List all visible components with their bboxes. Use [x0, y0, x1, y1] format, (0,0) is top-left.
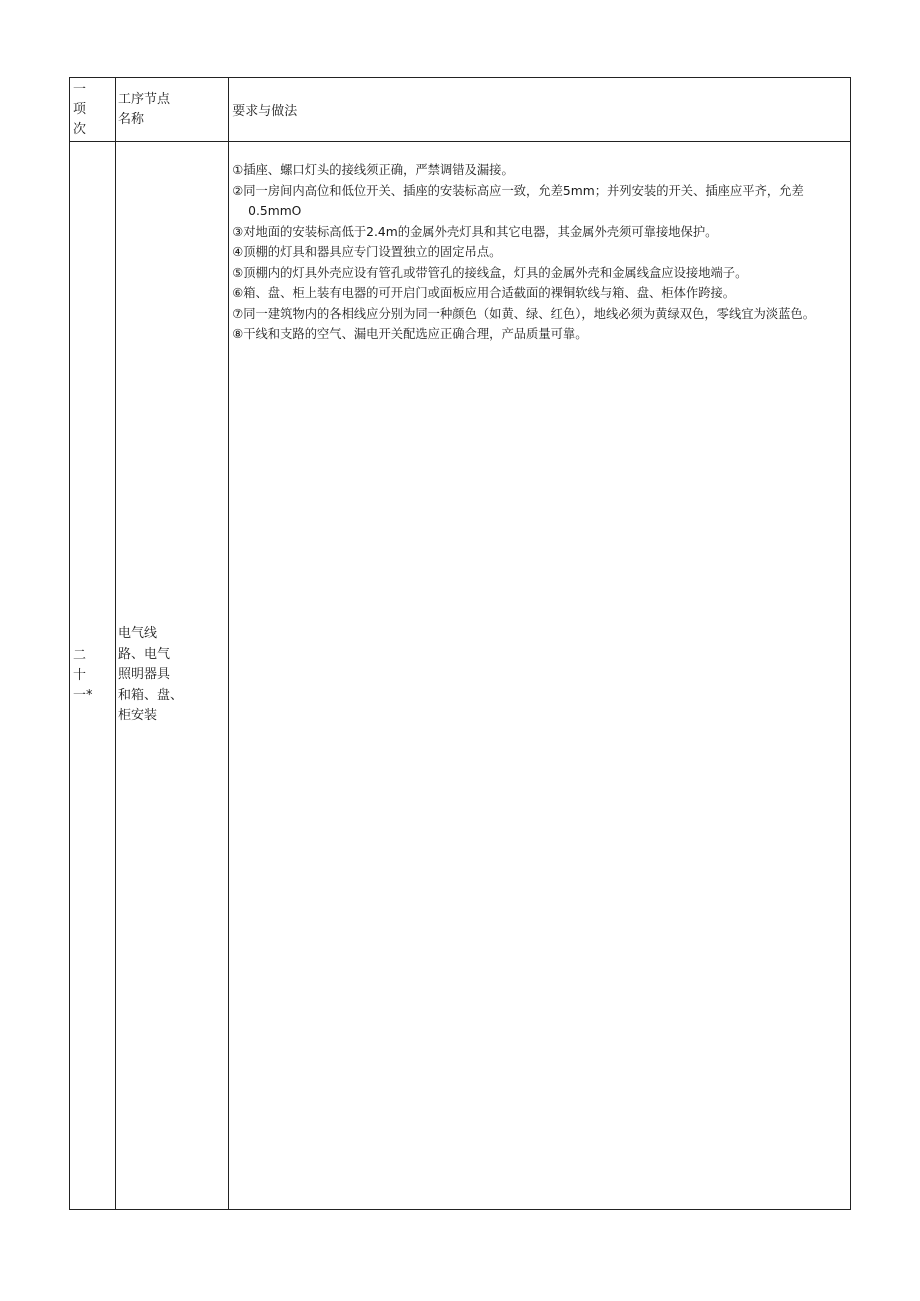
item-no-line: 一* — [73, 687, 93, 703]
header-item-no-line: 一 — [73, 81, 87, 97]
requirement-text: ⑦同一建筑物内的各相线应分别为同一种颜色（如黄、绿、红色），地线必须为黄绿双色，零线宜为淡蓝色。 — [232, 306, 816, 321]
requirement-item — [232, 160, 846, 181]
requirement-item — [232, 222, 846, 243]
requirement-text: ⑧干线和支路的空气、漏电开关配选应正确合理，产品质量可靠。 — [232, 327, 588, 341]
requirement-item — [232, 242, 846, 263]
requirement-text: ②同一房间内高位和低位开关、插座的安装标高应一致，允差5mm；并列安装的开关、插座应平齐，允差0.5mmO — [232, 183, 804, 218]
item-no-line: 十 — [73, 667, 87, 683]
requirement-text: ④顶棚的灯具和器具应专门设置独立的固定吊点。 — [232, 245, 502, 259]
step-name-cell — [116, 142, 229, 1210]
requirement-item — [232, 324, 846, 345]
item-no-line: 二 — [73, 647, 87, 663]
step-name-line: 路、电气 — [118, 646, 171, 662]
header-step-name-line: 工序节点 — [118, 91, 171, 107]
requirement-text: ⑥箱、盘、柜上装有电器的可开启门或面板应用合适截面的裸铜软线与箱、盘、柜体作跨接。 — [232, 286, 736, 300]
step-name-line: 电气线 — [118, 626, 158, 642]
header-step-name-line: 名称 — [118, 111, 145, 127]
header-item-no-line: 项 — [73, 101, 87, 117]
requirement-text: ③对地面的安装标高低于2.4m的金属外壳灯具和其它电器，其金属外壳须可靠接地保护。 — [232, 224, 718, 239]
requirements-list — [232, 160, 846, 345]
requirement-text: ①插座、螺口灯头的接线须正确，严禁调错及漏接。 — [232, 163, 514, 177]
header-requirements: 要求与做法 — [229, 78, 851, 142]
header-item-no — [70, 78, 116, 142]
requirement-item — [232, 283, 846, 304]
requirement-item — [232, 263, 846, 284]
requirements-table — [69, 77, 851, 1210]
step-name-line: 柜安装 — [118, 708, 158, 724]
requirement-item — [232, 181, 846, 222]
requirement-text: ⑤顶棚内的灯具外壳应设有管孔或带管孔的接线盒，灯具的金属外壳和金属线盒应设接地端子。 — [232, 265, 748, 280]
table-header-row — [70, 78, 851, 142]
step-name-line: 照明器具 — [118, 667, 171, 683]
requirement-item — [232, 304, 846, 325]
header-item-no-line: 次 — [73, 121, 87, 137]
requirements-cell — [229, 142, 851, 1210]
step-name-line: 和箱、盘、 — [118, 687, 184, 703]
header-step-name — [116, 78, 229, 142]
item-no-cell — [70, 142, 116, 1210]
table-row — [70, 142, 851, 1210]
